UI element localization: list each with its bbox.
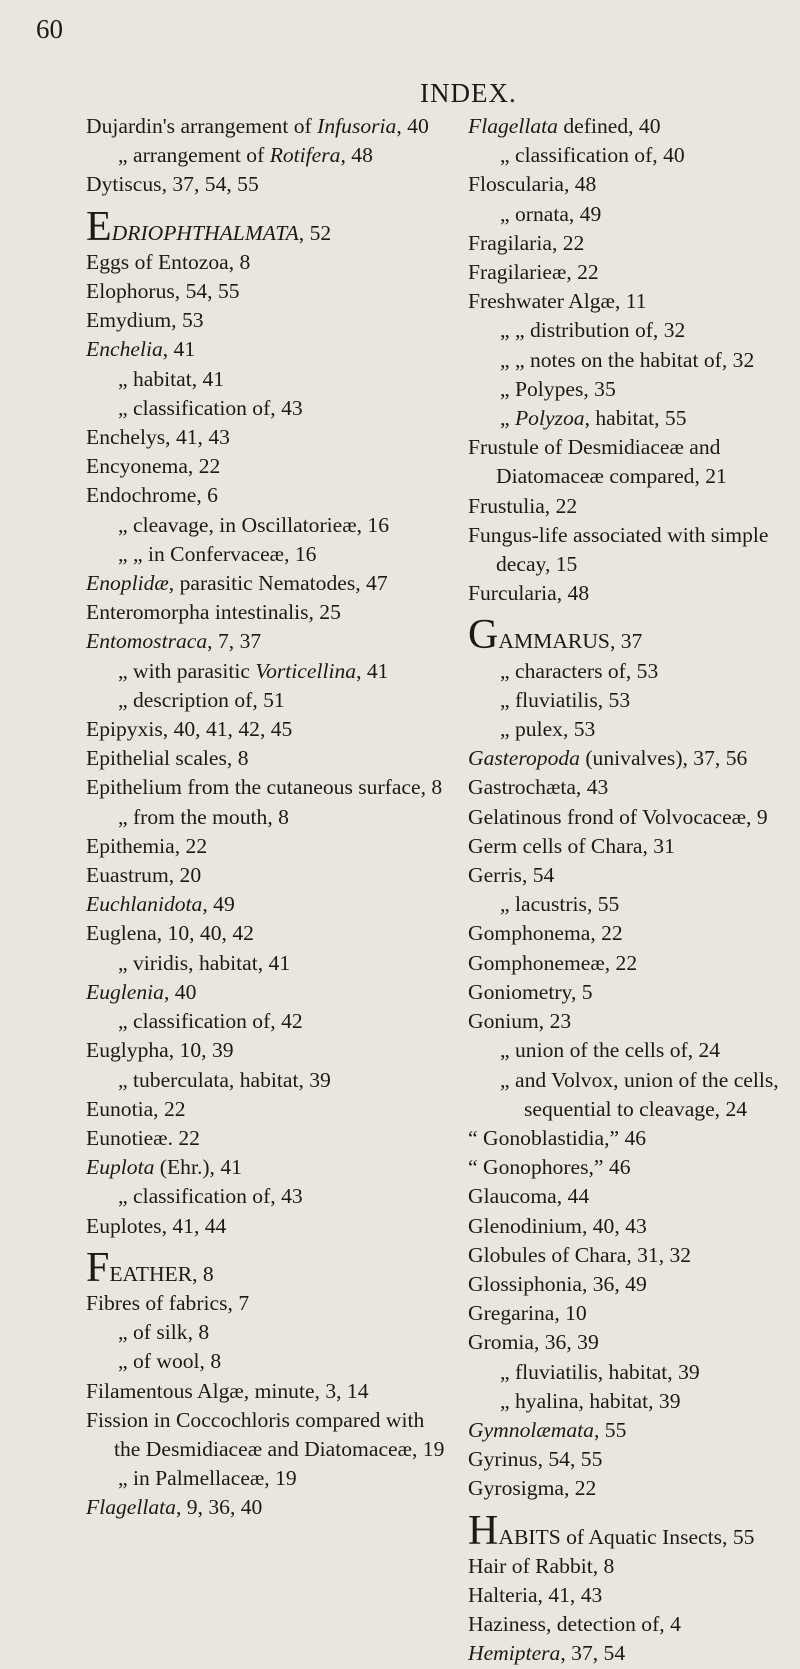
entry-text: Eggs of Entozoa, 8: [86, 249, 251, 274]
entry-text: Epithelial scales, 8: [86, 746, 249, 771]
index-subentry: [86, 1066, 452, 1095]
section-initial: H: [468, 1507, 499, 1554]
entry-italic-text: Enoplidæ: [86, 571, 169, 596]
index-subentry: [468, 375, 790, 404]
index-entry: [86, 277, 452, 306]
entry-text: Germ cells of Chara, 31: [468, 833, 675, 858]
index-subentry: [468, 1358, 790, 1387]
index-entry: [86, 1095, 452, 1124]
index-entry: [468, 1007, 790, 1036]
entry-text: (univalves), 37, 56: [579, 746, 748, 771]
entry-text: „ of silk, 8: [118, 1320, 210, 1345]
index-subentry: [86, 1182, 452, 1211]
index-subentry: [86, 657, 452, 686]
index-entry: [86, 744, 452, 773]
index-subentry: [86, 511, 452, 540]
index-entry: [86, 1124, 452, 1153]
entry-text: Dujardin's arrangement of: [86, 114, 318, 138]
entry-text: „ with parasitic: [118, 658, 256, 683]
entry-text: Euastrum, 20: [86, 863, 202, 888]
entry-text: Floscularia, 48: [468, 172, 597, 197]
entry-text: „ classification of, 43: [118, 395, 303, 420]
index-subentry: [86, 1007, 452, 1036]
index-subentry: [86, 949, 452, 978]
index-entry: [468, 112, 790, 141]
entry-text: Euglena, 10, 40, 42: [86, 921, 254, 946]
index-entry: [86, 978, 452, 1007]
index-subentry: [86, 365, 452, 394]
entry-text: Epipyxis, 40, 41, 42, 45: [86, 717, 293, 742]
entry-italic-text: Vorticellina: [255, 658, 357, 683]
entry-text: „ viridis, habitat, 41: [118, 950, 291, 975]
index-entry: [468, 1328, 790, 1357]
index-entry: [86, 1036, 452, 1065]
index-subentry: [468, 686, 790, 715]
index-subentry: [86, 686, 452, 715]
entry-text: Gyrinus, 54, 55: [468, 1447, 603, 1472]
index-subentry: [468, 141, 790, 170]
entry-text: Fungus-life associated with simple decay, 15: [468, 522, 769, 577]
entry-text: Freshwater Algæ, 11: [468, 289, 647, 314]
entry-italic-text: Euplota: [86, 1155, 155, 1180]
index-subentry: [468, 1387, 790, 1416]
section-spacer: [86, 1241, 452, 1256]
entry-text: Glossiphonia, 36, 49: [468, 1271, 647, 1296]
index-subentry: [468, 404, 790, 433]
entry-text: „ ornata, 49: [500, 201, 602, 226]
index-subentry: [86, 394, 452, 423]
entry-text: „ habitat, 41: [118, 366, 225, 391]
entry-text: , 41: [356, 658, 389, 683]
index-entry: [86, 1153, 452, 1182]
index-entry: [86, 773, 452, 802]
entry-text: Fibres of fabrics, 7: [86, 1290, 250, 1315]
entry-text: Enteromorpha intestinalis, 25: [86, 600, 341, 625]
entry-text: „ description of, 51: [118, 687, 285, 712]
index-entry: [86, 248, 452, 277]
entry-text: , 49: [202, 892, 235, 917]
index-entry: [468, 744, 790, 773]
index-entry: [86, 203, 452, 250]
entry-text: Globules of Chara, 31, 32: [468, 1242, 692, 1267]
entry-italic-text: DRIOPHTHALMATA: [111, 220, 299, 245]
entry-italic-text: Flagellata: [468, 114, 558, 138]
section-initial: F: [86, 1244, 110, 1291]
entry-text: Gromia, 36, 39: [468, 1330, 599, 1355]
index-entry: [86, 627, 452, 656]
entry-italic-text: Gymnolæmata: [468, 1417, 594, 1442]
index-entry: [468, 1270, 790, 1299]
entry-text: Glenodinium, 40, 43: [468, 1213, 647, 1238]
index-entry: [86, 1406, 452, 1464]
index-entry: [86, 170, 452, 199]
index-entry: [86, 890, 452, 919]
entry-text: „: [500, 406, 515, 431]
entry-text: „ classification of, 43: [118, 1184, 303, 1209]
entry-text: Euplotes, 41, 44: [86, 1213, 227, 1238]
entry-text: Fragilarieæ, 22: [468, 260, 599, 285]
entry-italic-text: Hemiptera: [468, 1641, 561, 1666]
index-entry: [468, 832, 790, 861]
entry-text: Elophorus, 54, 55: [86, 279, 240, 304]
index-entry: [468, 1182, 790, 1211]
entry-text: Epithemia, 22: [86, 833, 208, 858]
entry-text: ABITS of Aquatic Insects, 55: [498, 1524, 755, 1549]
index-entry: [86, 861, 452, 890]
section-spacer: [468, 1504, 790, 1519]
entry-text: Frustulia, 22: [468, 493, 578, 518]
index-entry: [468, 433, 790, 491]
index-entry: [468, 1610, 790, 1639]
index-entry: [86, 1212, 452, 1241]
entry-text: , 40: [396, 114, 429, 138]
entry-text: Filamentous Algæ, minute, 3, 14: [86, 1378, 369, 1403]
index-entry: [86, 1289, 452, 1318]
entry-text: Emydium, 53: [86, 308, 204, 333]
index-column-left: [86, 112, 452, 1523]
entry-text: , 41: [162, 337, 196, 362]
entry-text: Endochrome, 6: [86, 483, 218, 508]
entry-text: Fragilaria, 22: [468, 230, 585, 255]
index-subentry: [468, 657, 790, 686]
index-subentry: [468, 1036, 790, 1065]
entry-text: “ Gonoblastidia,” 46: [468, 1125, 647, 1150]
index-entry: [468, 258, 790, 287]
entry-text: „ hyalina, habitat, 39: [500, 1388, 681, 1413]
entry-text: , habitat, 55: [584, 406, 687, 431]
index-entry: [86, 598, 452, 627]
index-entry: [86, 715, 452, 744]
index-entry: [468, 1153, 790, 1182]
index-column-right: [468, 112, 790, 1669]
entry-italic-text: Euglenia: [86, 979, 164, 1004]
entry-text: Halteria, 41, 43: [468, 1582, 603, 1607]
entry-text: Dytiscus, 37, 54, 55: [86, 172, 259, 197]
index-entry: [468, 287, 790, 316]
index-entry: [86, 569, 452, 598]
entry-text: „ classification of, 40: [500, 143, 685, 168]
index-subentry: [86, 803, 452, 832]
entry-text: , 48: [340, 143, 373, 168]
entry-text: Gyrosigma, 22: [468, 1476, 597, 1501]
index-entry: [86, 112, 452, 141]
entry-text: , 52: [298, 220, 332, 245]
entry-text: „ lacustris, 55: [500, 892, 620, 917]
entry-text: Gerris, 54: [468, 863, 555, 888]
entry-text: (Ehr.), 41: [154, 1155, 242, 1180]
index-entry: [468, 1124, 790, 1153]
index-entry: [468, 1581, 790, 1610]
index-entry: [86, 423, 452, 452]
entry-text: Fission in Coccochloris compared with the Desmidiaceæ and Diatomaceæ, 19: [86, 1407, 445, 1461]
index-subentry: [86, 540, 452, 569]
entry-text: Eunotia, 22: [86, 1096, 186, 1121]
index-entry: [468, 1474, 790, 1503]
entry-text: , 40: [163, 979, 197, 1004]
entry-text: EATHER, 8: [109, 1261, 214, 1286]
index-entry: [468, 861, 790, 890]
entry-text: Gelatinous frond of Volvocaceæ, 9: [468, 804, 768, 829]
index-subentry: [468, 1066, 790, 1124]
index-entry: [468, 1507, 790, 1554]
entry-italic-text: Gasteropoda: [468, 746, 580, 771]
index-entry: [468, 612, 790, 659]
entry-text: Gomphonema, 22: [468, 921, 623, 946]
entry-italic-text: Euchlanidota: [86, 892, 203, 917]
entry-text: Furcularia, 48: [468, 581, 590, 606]
entry-text: „ „ distribution of, 32: [500, 318, 686, 343]
entry-text: , 9, 36, 40: [175, 1495, 263, 1520]
index-subentry: [468, 890, 790, 919]
entry-text: Enchelys, 41, 43: [86, 425, 230, 450]
index-entry: [86, 335, 452, 364]
entry-text: Euglypha, 10, 39: [86, 1038, 234, 1063]
index-subentry: [468, 316, 790, 345]
section-spacer: [468, 608, 790, 623]
index-entry: [468, 1299, 790, 1328]
entry-text: Goniometry, 5: [468, 979, 593, 1004]
entry-text: „ „ in Confervaceæ, 16: [118, 541, 317, 566]
entry-text: „ characters of, 53: [500, 658, 659, 683]
index-subentry: [468, 346, 790, 375]
entry-text: „ union of the cells of, 24: [500, 1038, 721, 1063]
index-subentry: [86, 1347, 452, 1376]
entry-text: , 37, 54: [560, 1641, 626, 1666]
entry-text: “ Gonophores,” 46: [468, 1155, 631, 1180]
entry-text: „ arrangement of: [118, 143, 270, 168]
entry-text: AMMARUS, 37: [498, 629, 643, 654]
index-entry: [86, 832, 452, 861]
entry-text: „ classification of, 42: [118, 1009, 303, 1034]
entry-italic-text: Flagellata: [86, 1495, 176, 1520]
entry-text: , 55: [593, 1417, 627, 1442]
index-subentry: [468, 715, 790, 744]
index-entry: [468, 803, 790, 832]
section-initial: E: [86, 203, 112, 250]
running-head: INDEX.: [420, 78, 517, 108]
entry-text: „ fluviatilis, 53: [500, 687, 631, 712]
index-subentry: [86, 1464, 452, 1493]
index-entry: [86, 452, 452, 481]
index-entry: [468, 229, 790, 258]
index-entry: [468, 919, 790, 948]
index-subentry: [86, 141, 452, 170]
entry-text: „ and Volvox, union of the cells, sequential to cleavage, 24: [500, 1067, 779, 1121]
entry-text: Eunotieæ. 22: [86, 1125, 200, 1150]
index-entry: [468, 579, 790, 608]
entry-text: „ Polypes, 35: [500, 376, 616, 401]
entry-text: defined, 40: [557, 114, 661, 138]
entry-italic-text: Enchelia: [86, 337, 163, 362]
index-entry: [86, 919, 452, 948]
entry-text: „ tuberculata, habitat, 39: [118, 1067, 331, 1092]
index-entry: [468, 1445, 790, 1474]
index-subentry: [86, 1318, 452, 1347]
entry-text: „ of wool, 8: [118, 1349, 222, 1374]
entry-text: Haziness, detection of, 4: [468, 1612, 681, 1637]
entry-italic-text: Polyzoa: [514, 406, 585, 431]
entry-text: Glaucoma, 44: [468, 1184, 590, 1209]
entry-text: Gonium, 23: [468, 1009, 572, 1034]
entry-text: Gregarina, 10: [468, 1301, 587, 1326]
entry-text: „ from the mouth, 8: [118, 804, 289, 829]
index-entry: [468, 773, 790, 802]
entry-text: Frustule of Desmidiaceæ and Diatomaceæ compared, 21: [468, 435, 727, 489]
index-entry: [468, 1416, 790, 1445]
entry-italic-text: Rotifera: [269, 143, 341, 168]
index-entry: [468, 1639, 790, 1668]
page-number: 60: [36, 14, 63, 44]
entry-italic-text: Infusoria: [317, 114, 397, 138]
entry-text: Gomphonemeæ, 22: [468, 950, 638, 975]
index-entry: [86, 306, 452, 335]
entry-italic-text: Entomostraca: [86, 629, 208, 654]
index-entry: [86, 1377, 452, 1406]
index-entry: [86, 1493, 452, 1522]
entry-text: „ fluviatilis, habitat, 39: [500, 1359, 700, 1384]
index-subentry: [468, 200, 790, 229]
entry-text: Gastrochæta, 43: [468, 775, 609, 800]
entry-text: Hair of Rabbit, 8: [468, 1553, 615, 1578]
entry-text: , parasitic Nematodes, 47: [168, 571, 388, 596]
index-entry: [468, 1212, 790, 1241]
index-entry: [86, 1244, 452, 1291]
entry-text: Epithelium from the cutaneous surface, 8: [86, 775, 443, 800]
entry-text: , 7, 37: [207, 629, 262, 654]
index-entry: [468, 492, 790, 521]
entry-text: „ in Palmellaceæ, 19: [118, 1466, 297, 1491]
entry-text: „ pulex, 53: [500, 717, 596, 742]
entry-text: Encyonema, 22: [86, 454, 221, 479]
index-entry: [468, 170, 790, 199]
index-entry: [468, 949, 790, 978]
index-entry: [468, 1552, 790, 1581]
index-entry: [468, 978, 790, 1007]
index-entry: [468, 1241, 790, 1270]
entry-text: „ „ notes on the habitat of, 32: [500, 347, 755, 372]
section-initial: G: [468, 612, 499, 659]
section-spacer: [86, 200, 452, 215]
index-entry: [468, 521, 790, 579]
entry-text: „ cleavage, in Oscillatorieæ, 16: [118, 512, 390, 537]
index-entry: [86, 481, 452, 510]
